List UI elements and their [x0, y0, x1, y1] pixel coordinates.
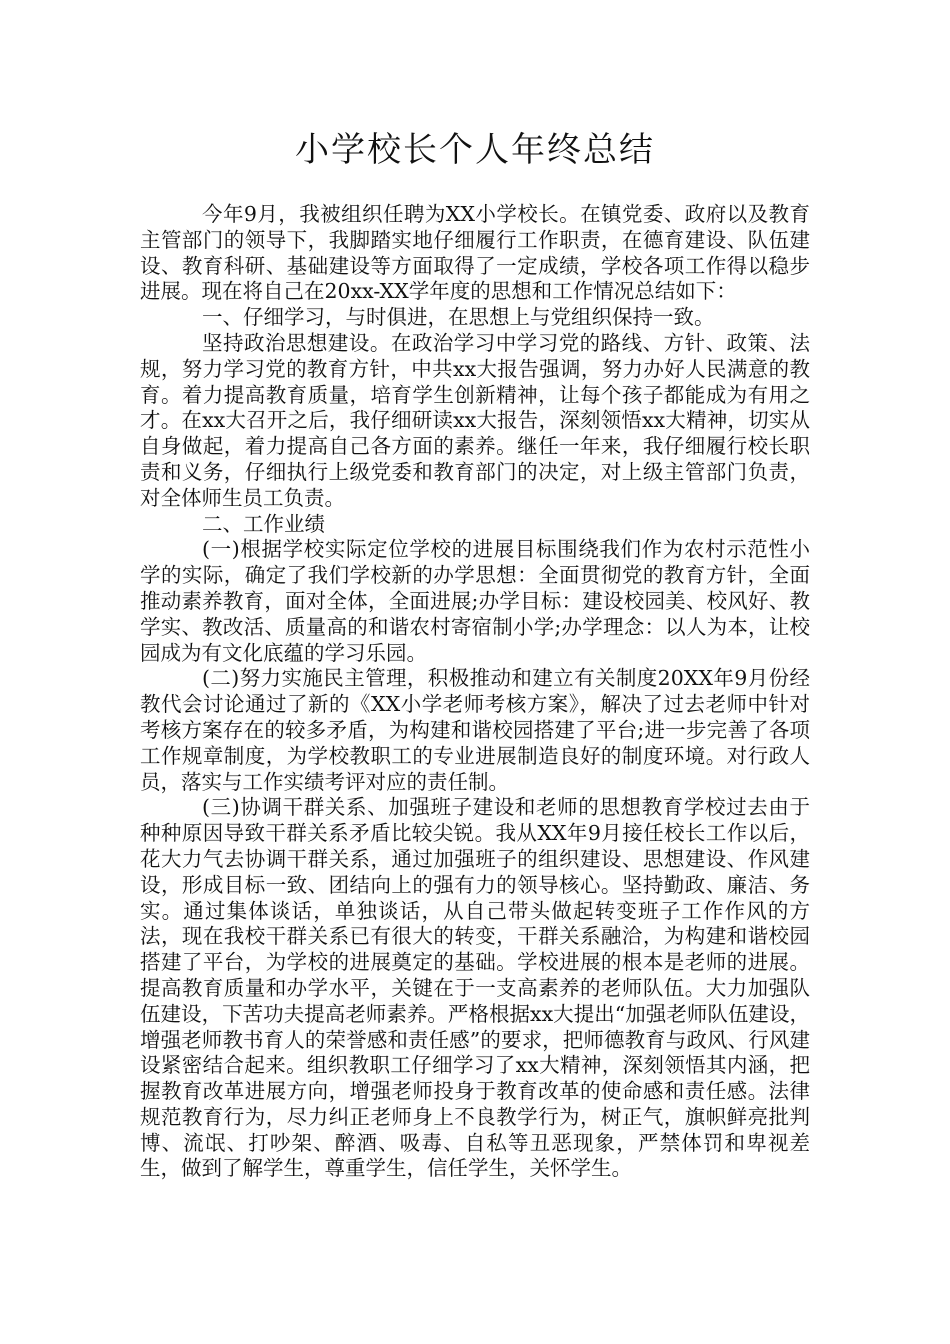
document-body — [140, 202, 810, 1182]
body-paragraph: (一)根据学校实际定位学校的进展目标围绕我们作为农村示范性小学的实际，确定了我们学校新的办学思想：全面贯彻党的教育方针，全面推动素养教育，面对全体，全面进展;办学目标：建设校园美、校风好、教学实、教改活、质量高的和谐农村寄宿制小学;办学理念：以人为本，让校园成为有文化底蕴的学习乐园。 — [140, 537, 810, 665]
document-title: 小学校长个人年终总结 — [295, 130, 655, 170]
body-paragraph: (三)协调干群关系、加强班子建设和老师的思想教育学校过去由于种种原因导致干群关系矛盾比较尖锐。我从XX年9月接任校长工作以后，花大力气去协调干群关系，通过加强班子的组织建设、思想建设、作风建设，形成目标一致、团结向上的强有力的领导核心。坚持勤政、廉洁、务实。通过集体谈话，单独谈话，从自己带头做起转变班子工作作风的方法，现在我校干群关系已有很大的转变，干群关系融洽，为构建和谐校园搭建了平台，为学校的进展奠定的基础。学校进展的根本是老师的进展。提高教育质量和办学水平，关键在于一支高素养的老师队伍。大力加强队伍建设，下苦功夫提高老师素养。严格根据xx大提出“加强老师队伍建设，增强老师教书育人的荣誉感和责任感”的要求，把师德教育与政风、行风建设紧密结合起来。组织教职工仔细学习了xx大精神，深刻领悟其内涵，把握教育改革进展方向，增强老师投身于教育改革的使命感和责任感。法律规范教育行为，尽力纠正老师身上不良教学行为，树正气，旗帜鲜亮批判博、流氓、打吵架、醉酒、吸毒、自私等丑恶现象，严禁体罚和卑视差生，做到了解学生，尊重学生，信任学生，关怀学生。 — [140, 795, 810, 1181]
body-paragraph: (二)努力实施民主管理，积极推动和建立有关制度20XX年9月份经教代会讨论通过了新的《XX小学老师考核方案》，解决了过去老师中针对考核方案存在的较多矛盾，为构建和谐校园搭建了平台;进一步完善了各项工作规章制度，为学校教职工的专业进展制造良好的制度环境。对行政人员，落实与工作实绩考评对应的责任制。 — [140, 666, 810, 794]
section-heading-1: 一、仔细学习，与时俱进，在思想上与党组织保持一致。 — [202, 305, 715, 330]
intro-paragraph: 今年9月，我被组织任聘为XX小学校长。在镇党委、政府以及教育主管部门的领导下，我脚踏实地仔细履行工作职责，在德育建设、队伍建设、教育科研、基础建设等方面取得了一定成绩，学校各项工作得以稳步进展。现在将自己在20xx-XX学年度的思想和工作情况总结如下： — [140, 202, 810, 304]
body-paragraph: 坚持政治思想建设。在政治学习中学习党的路线、方针、政策、法规，努力学习党的教育方针，中共xx大报告强调，努力办好人民满意的教育。着力提高教育质量，培育学生创新精神，让每个孩子都能成为有用之才。在xx大召开之后，我仔细研读xx大报告，深刻领悟xx大精神，切实从自身做起，着力提高自己各方面的素养。继任一年来，我仔细履行校长职责和义务，仔细执行上级党委和教育部门的决定，对上级主管部门负责，对全体师生员工负责。 — [140, 330, 810, 510]
section-heading-2: 二、工作业绩 — [202, 511, 325, 536]
